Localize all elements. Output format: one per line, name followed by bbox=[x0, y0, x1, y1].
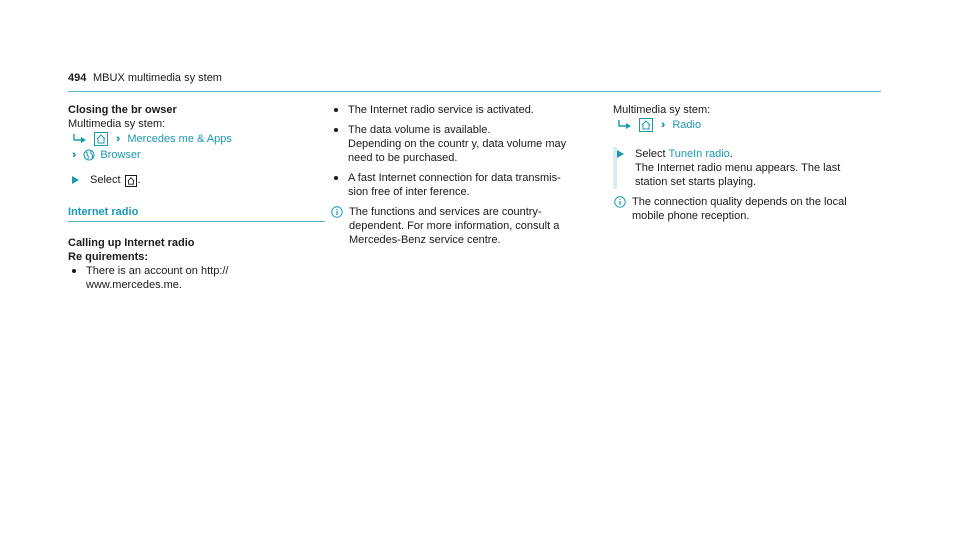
bullet-dot bbox=[334, 176, 338, 180]
nav-path-radio bbox=[613, 117, 883, 133]
step-text: Select . bbox=[90, 174, 141, 186]
return-arrow-icon bbox=[617, 119, 633, 131]
system-label: Multimedia sy stem: bbox=[68, 118, 166, 130]
column-1 bbox=[68, 103, 325, 292]
return-arrow-icon bbox=[72, 133, 88, 145]
column-2 bbox=[330, 103, 600, 247]
list-item: The data volume is available. Depending on the countr y, data volume may need to be purchased. bbox=[330, 123, 600, 165]
link-tunein-radio[interactable]: TuneIn radio bbox=[668, 148, 730, 160]
heading-closing-browser: Closing the br owser bbox=[68, 104, 177, 116]
double-chevron-icon: ›› bbox=[116, 133, 118, 145]
double-chevron-icon: ›› bbox=[72, 149, 74, 161]
globe-icon[interactable] bbox=[83, 149, 95, 161]
column-3 bbox=[613, 103, 883, 223]
home-icon[interactable] bbox=[94, 132, 108, 146]
subheading-calling-up: Calling up Internet radio bbox=[68, 237, 195, 249]
page-number: 494 bbox=[68, 72, 87, 84]
triangle-step-icon bbox=[72, 176, 79, 184]
nav-path-1 bbox=[68, 131, 325, 147]
info-icon bbox=[614, 196, 626, 208]
bullet-dot bbox=[334, 128, 338, 132]
link-browser[interactable]: Browser bbox=[100, 149, 141, 161]
home-icon[interactable] bbox=[639, 118, 653, 132]
step-select-home bbox=[68, 173, 325, 187]
list-item: The Internet radio service is activated. bbox=[330, 103, 600, 117]
home-icon[interactable] bbox=[125, 175, 137, 187]
info-note: The connection quality depends on the local mobile phone reception. bbox=[613, 195, 883, 223]
bullet-dot bbox=[72, 269, 76, 273]
link-mercedes-me-apps[interactable]: Mercedes me & Apps bbox=[127, 133, 232, 145]
link-radio[interactable]: Radio bbox=[672, 119, 702, 131]
nav-path-2 bbox=[68, 147, 325, 163]
info-icon bbox=[331, 206, 343, 218]
requirements-label: Re quirements: bbox=[68, 251, 149, 263]
triangle-step-icon bbox=[617, 150, 624, 158]
bullet-dot bbox=[334, 108, 338, 112]
step-select-tunein: Select TuneIn radio. The Internet radio menu appears. The last station set starts playing. bbox=[613, 147, 883, 189]
list-item: A fast Internet connection for data transmis‐ sion free of inter ference. bbox=[330, 171, 600, 199]
double-chevron-icon: ›› bbox=[661, 119, 663, 131]
page-header bbox=[68, 71, 881, 92]
info-note: The functions and services are country- dependent. For more information, consult a Mercedes-Benz service centre. bbox=[330, 205, 600, 247]
list-item: There is an account on http:// www.mercedes.me. bbox=[68, 264, 325, 292]
system-label: Multimedia sy stem: bbox=[613, 104, 711, 116]
section-title-internet-radio: Internet radio bbox=[68, 205, 325, 222]
page-title: MBUX multimedia sy stem bbox=[93, 72, 222, 84]
